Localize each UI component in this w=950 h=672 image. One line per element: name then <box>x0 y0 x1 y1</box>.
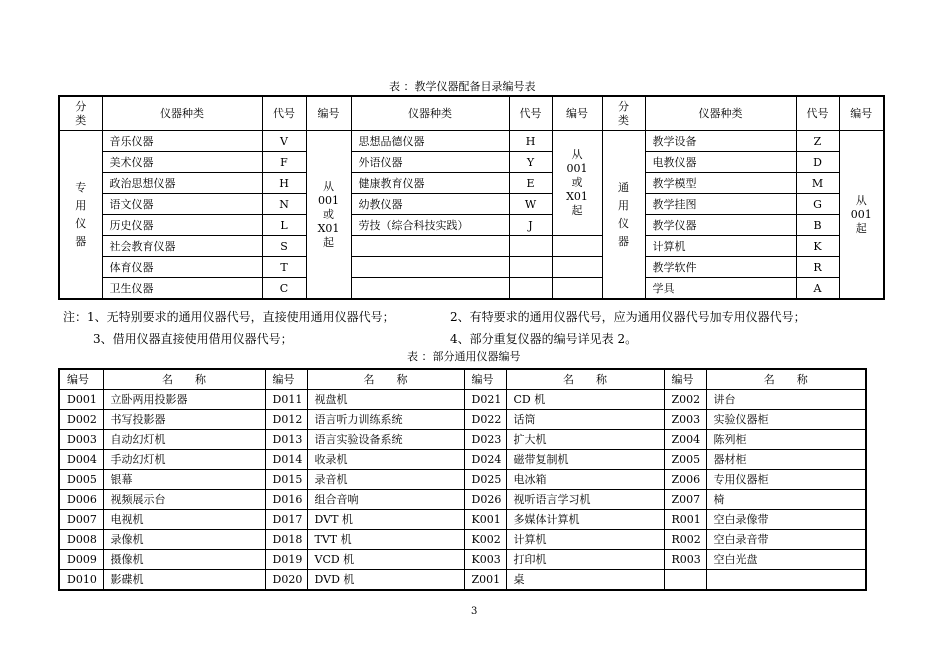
kind-cell <box>351 278 509 300</box>
name-cell: VCD 机 <box>307 550 464 570</box>
kind-cell: 计算机 <box>645 236 796 257</box>
code-cell: V <box>262 131 306 152</box>
name-cell: 语言实验设备系统 <box>307 430 464 450</box>
kind-cell: 幼教仪器 <box>351 194 509 215</box>
number-cell: D005 <box>59 470 103 490</box>
header-name: 名 称 <box>706 369 866 390</box>
name-cell: DVT 机 <box>307 510 464 530</box>
number-cell: Z007 <box>664 490 706 510</box>
page-number: 3 <box>471 606 478 617</box>
number-cell: D004 <box>59 450 103 470</box>
name-cell: 讲台 <box>706 390 866 410</box>
note-4: 4、部分重复仪器的编号详见表 2。 <box>450 332 638 346</box>
number-cell: D006 <box>59 490 103 510</box>
table1-row <box>59 257 884 278</box>
number-cell: D007 <box>59 510 103 530</box>
kind-cell: 政治思想仪器 <box>102 173 262 194</box>
number-cell: Z001 <box>464 570 506 591</box>
header-number: 编号 <box>839 96 884 131</box>
table1-row <box>59 173 884 194</box>
name-cell: 器材柜 <box>706 450 866 470</box>
table2-row <box>59 390 866 410</box>
number-cell: D001 <box>59 390 103 410</box>
kind-cell: 电教仪器 <box>645 152 796 173</box>
number-cell: K003 <box>464 550 506 570</box>
table1-row <box>59 215 884 236</box>
name-cell: 椅 <box>706 490 866 510</box>
table1-caption: 表 ：教学仪器配备目录编号表 <box>389 80 536 93</box>
code-cell: A <box>796 278 839 300</box>
number-cell: Z005 <box>664 450 706 470</box>
table2-header-row <box>59 369 866 390</box>
code-cell <box>509 236 552 257</box>
code-cell <box>509 278 552 300</box>
number-cell: K001 <box>464 510 506 530</box>
name-cell: 影碟机 <box>103 570 265 591</box>
header-code: 编号 <box>59 369 103 390</box>
code-cell: Z <box>796 131 839 152</box>
header-category: 分 类 <box>59 96 102 131</box>
number-cell: D018 <box>265 530 307 550</box>
name-cell: CD 机 <box>506 390 664 410</box>
kind-cell: 教学设备 <box>645 131 796 152</box>
note-2: 2、有特要求的通用仪器代号，应为通用仪器代号加专用仪器代号； <box>450 310 806 324</box>
kind-cell: 思想品德仪器 <box>351 131 509 152</box>
name-cell: 银幕 <box>103 470 265 490</box>
kind-cell: 卫生仪器 <box>102 278 262 300</box>
number-cell: D008 <box>59 530 103 550</box>
name-cell: 录音机 <box>307 470 464 490</box>
number-cell: D013 <box>265 430 307 450</box>
number-cell: D020 <box>265 570 307 591</box>
number-cell: D026 <box>464 490 506 510</box>
number-cell: D017 <box>265 510 307 530</box>
number-range-a: 从 001 或 X01 起 <box>306 131 351 300</box>
name-cell: 立卧两用投影器 <box>103 390 265 410</box>
table2-row <box>59 470 866 490</box>
table1-row <box>59 236 884 257</box>
kind-cell: 教学软件 <box>645 257 796 278</box>
name-cell: 空白录像带 <box>706 510 866 530</box>
code-cell: C <box>262 278 306 300</box>
code-cell: E <box>509 173 552 194</box>
kind-cell: 教学仪器 <box>645 215 796 236</box>
number-cell: R001 <box>664 510 706 530</box>
header-code: 编号 <box>265 369 307 390</box>
code-cell: B <box>796 215 839 236</box>
kind-cell: 美术仪器 <box>102 152 262 173</box>
name-cell: 视听语言学习机 <box>506 490 664 510</box>
code-cell: L <box>262 215 306 236</box>
kind-cell: 体育仪器 <box>102 257 262 278</box>
name-cell: 视盘机 <box>307 390 464 410</box>
group-special-label: 专 用 仪 器 <box>59 131 102 300</box>
code-cell: D <box>796 152 839 173</box>
group-general-label: 通 用 仪 器 <box>602 131 645 300</box>
number-cell: Z004 <box>664 430 706 450</box>
number-cell: D023 <box>464 430 506 450</box>
name-cell: 摄像机 <box>103 550 265 570</box>
number-cell: D002 <box>59 410 103 430</box>
name-cell: 话筒 <box>506 410 664 430</box>
instrument-catalog-table <box>58 95 885 300</box>
header-code: 代号 <box>262 96 306 131</box>
table1-row <box>59 278 884 300</box>
kind-cell <box>351 236 509 257</box>
number-cell: K002 <box>464 530 506 550</box>
name-cell: 语言听力训练系统 <box>307 410 464 430</box>
number-cell: D010 <box>59 570 103 591</box>
empty-cell <box>552 257 602 278</box>
header-name: 名 称 <box>506 369 664 390</box>
header-category: 分 类 <box>602 96 645 131</box>
header-code: 编号 <box>664 369 706 390</box>
header-kind: 仪器种类 <box>351 96 509 131</box>
name-cell: 书写投影器 <box>103 410 265 430</box>
name-cell: 专用仪器柜 <box>706 470 866 490</box>
number-cell: D014 <box>265 450 307 470</box>
table2-row <box>59 530 866 550</box>
table2-row <box>59 550 866 570</box>
kind-cell: 历史仪器 <box>102 215 262 236</box>
code-cell: Y <box>509 152 552 173</box>
number-cell: R003 <box>664 550 706 570</box>
kind-cell: 语文仪器 <box>102 194 262 215</box>
code-cell <box>509 257 552 278</box>
name-cell: 电冰箱 <box>506 470 664 490</box>
name-cell: 陈列柜 <box>706 430 866 450</box>
kind-cell <box>351 257 509 278</box>
header-name: 名 称 <box>307 369 464 390</box>
code-cell: N <box>262 194 306 215</box>
note-3: 3、借用仪器直接使用借用仪器代号； <box>93 332 293 346</box>
number-cell: D012 <box>265 410 307 430</box>
table2-row <box>59 570 866 591</box>
kind-cell: 音乐仪器 <box>102 131 262 152</box>
number-cell: D011 <box>265 390 307 410</box>
kind-cell: 教学挂图 <box>645 194 796 215</box>
table1-row <box>59 152 884 173</box>
number-cell: Z003 <box>664 410 706 430</box>
name-cell: DVD 机 <box>307 570 464 591</box>
header-code: 代号 <box>796 96 839 131</box>
number-cell: D003 <box>59 430 103 450</box>
number-cell: D016 <box>265 490 307 510</box>
name-cell: 自动幻灯机 <box>103 430 265 450</box>
code-cell: H <box>262 173 306 194</box>
empty-cell <box>552 236 602 257</box>
code-cell: M <box>796 173 839 194</box>
number-cell: D015 <box>265 470 307 490</box>
name-cell: 计算机 <box>506 530 664 550</box>
header-code: 代号 <box>509 96 552 131</box>
kind-cell: 健康教育仪器 <box>351 173 509 194</box>
code-cell: S <box>262 236 306 257</box>
number-cell: D021 <box>464 390 506 410</box>
number-cell <box>664 570 706 591</box>
header-kind: 仪器种类 <box>645 96 796 131</box>
name-cell: 打印机 <box>506 550 664 570</box>
header-kind: 仪器种类 <box>102 96 262 131</box>
table2-row <box>59 410 866 430</box>
header-code: 编号 <box>464 369 506 390</box>
kind-cell: 社会教育仪器 <box>102 236 262 257</box>
code-cell: G <box>796 194 839 215</box>
table2-row <box>59 490 866 510</box>
name-cell: 空白光盘 <box>706 550 866 570</box>
kind-cell: 学具 <box>645 278 796 300</box>
name-cell: 电视机 <box>103 510 265 530</box>
kind-cell: 劳技（综合科技实践） <box>351 215 509 236</box>
code-cell: K <box>796 236 839 257</box>
general-instrument-number-table <box>58 368 867 591</box>
name-cell: 组合音响 <box>307 490 464 510</box>
number-range-c: 从 001 起 <box>839 131 884 300</box>
number-cell: D025 <box>464 470 506 490</box>
code-cell: T <box>262 257 306 278</box>
number-cell: Z006 <box>664 470 706 490</box>
header-number: 编号 <box>552 96 602 131</box>
kind-cell: 外语仪器 <box>351 152 509 173</box>
name-cell: 实验仪器柜 <box>706 410 866 430</box>
name-cell <box>706 570 866 591</box>
name-cell: 空白录音带 <box>706 530 866 550</box>
name-cell: 录像机 <box>103 530 265 550</box>
name-cell: 多媒体计算机 <box>506 510 664 530</box>
name-cell: 磁带复制机 <box>506 450 664 470</box>
table1-row <box>59 194 884 215</box>
code-cell: R <box>796 257 839 278</box>
number-cell: D009 <box>59 550 103 570</box>
table1-header-row <box>59 96 884 131</box>
table2-row <box>59 430 866 450</box>
empty-cell <box>552 278 602 300</box>
name-cell: 扩大机 <box>506 430 664 450</box>
table1-row <box>59 131 884 152</box>
number-cell: D022 <box>464 410 506 430</box>
kind-cell: 教学模型 <box>645 173 796 194</box>
number-range-b: 从 001 或 X01 起 <box>552 131 602 236</box>
table2-row <box>59 510 866 530</box>
name-cell: 视频展示台 <box>103 490 265 510</box>
table2-row <box>59 450 866 470</box>
code-cell: W <box>509 194 552 215</box>
header-name: 名 称 <box>103 369 265 390</box>
note-1: 注：1、无特别要求的通用仪器代号，直接使用通用仪器代号； <box>63 310 395 324</box>
name-cell: 收录机 <box>307 450 464 470</box>
code-cell: H <box>509 131 552 152</box>
table2-caption: 表 ：部分通用仪器编号 <box>407 350 521 363</box>
code-cell: J <box>509 215 552 236</box>
number-cell: Z002 <box>664 390 706 410</box>
number-cell: D024 <box>464 450 506 470</box>
header-number: 编号 <box>306 96 351 131</box>
number-cell: D019 <box>265 550 307 570</box>
code-cell: F <box>262 152 306 173</box>
name-cell: 桌 <box>506 570 664 591</box>
name-cell: 手动幻灯机 <box>103 450 265 470</box>
name-cell: TVT 机 <box>307 530 464 550</box>
number-cell: R002 <box>664 530 706 550</box>
